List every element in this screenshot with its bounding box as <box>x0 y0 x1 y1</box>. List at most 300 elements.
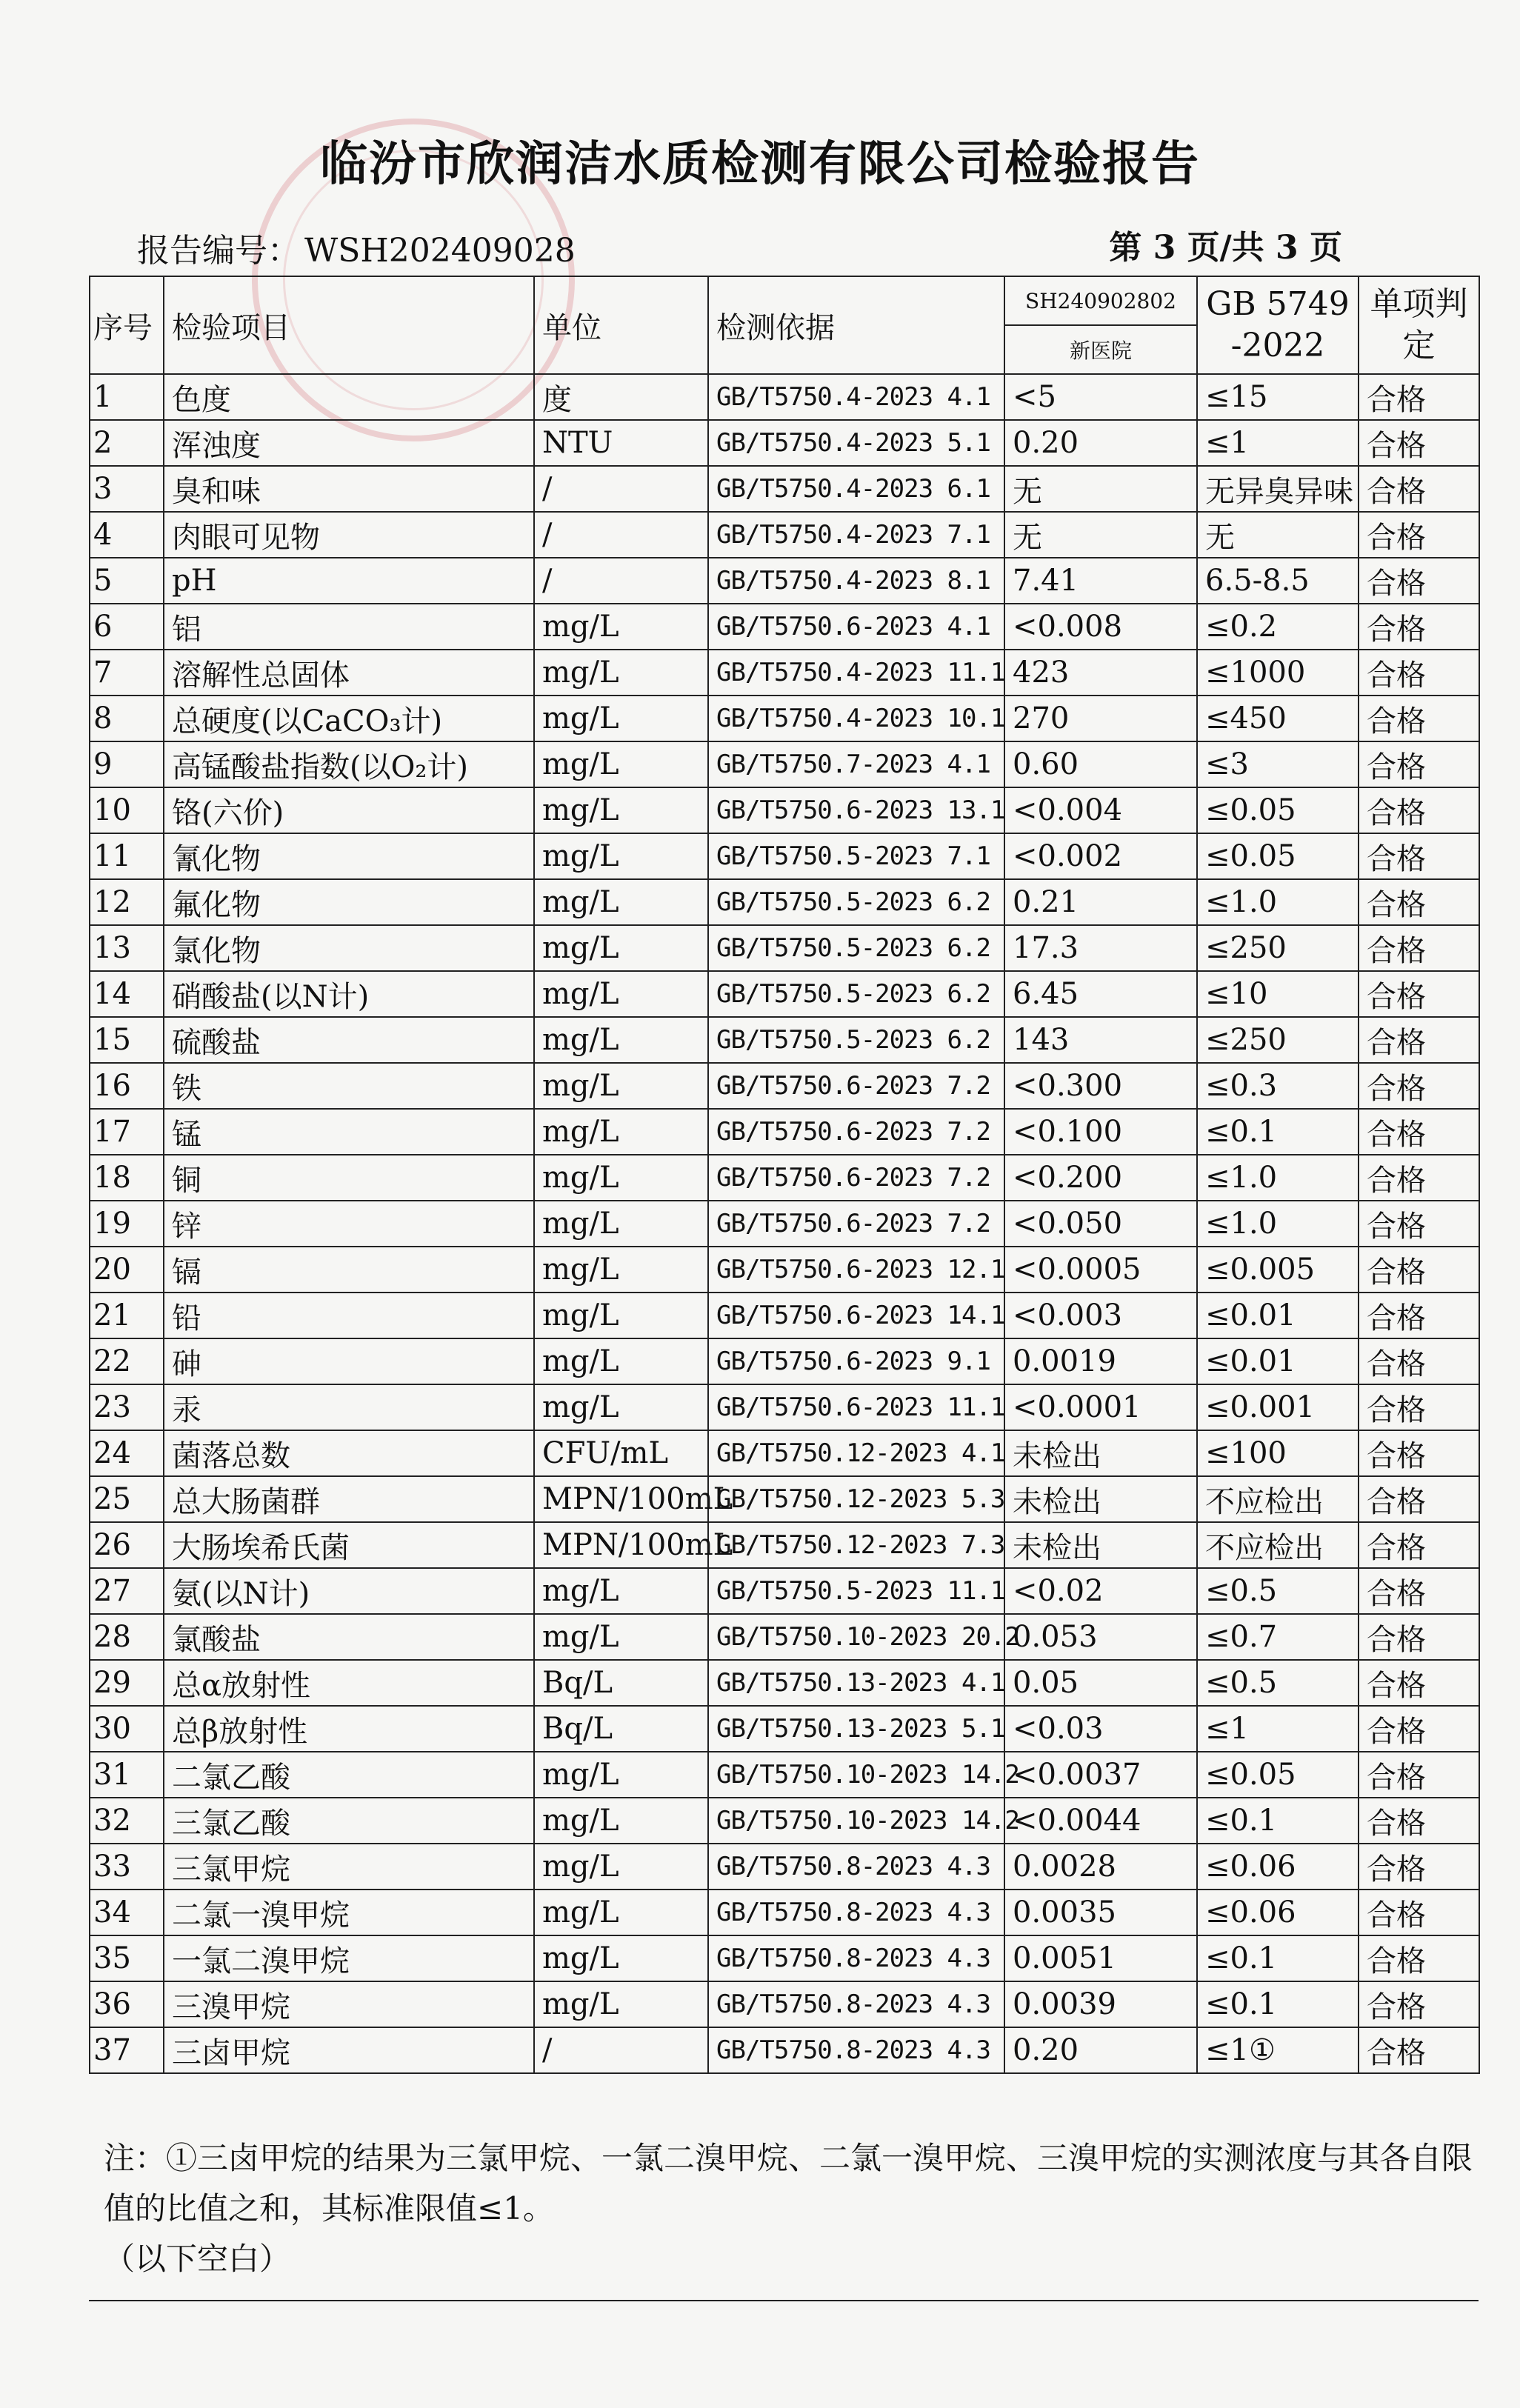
cell-basis: GB/T5750.6-2023 12.1 <box>708 1247 1004 1293</box>
cell-limit: ≤1.0 <box>1197 1155 1359 1201</box>
cell-unit: mg/L <box>534 1935 708 1981</box>
cell-result: 143 <box>1004 1017 1197 1063</box>
cell-basis: GB/T5750.7-2023 4.1 <box>708 741 1004 787</box>
page-indicator: 第 3 页/共 3 页 <box>1109 229 1342 267</box>
cell-result: <0.02 <box>1004 1568 1197 1614</box>
report-number-label: 报告编号： <box>137 232 300 270</box>
cell-limit: ≤1① <box>1197 2027 1359 2073</box>
cell-item: 肉眼可见物 <box>164 512 534 558</box>
cell-limit: ≤0.1 <box>1197 1981 1359 2027</box>
footnote-blank: （以下空白） <box>104 2241 291 2277</box>
cell-num: 18 <box>90 1155 164 1201</box>
cell-item: 总α放射性 <box>164 1660 534 1706</box>
header-sample-id: SH240902802 <box>1004 276 1197 325</box>
header-standard: GB 5749 -2022 <box>1197 276 1359 374</box>
cell-result: <0.0005 <box>1004 1247 1197 1293</box>
cell-result: <0.0037 <box>1004 1752 1197 1798</box>
table-row <box>90 1247 1479 1293</box>
cell-result: 423 <box>1004 650 1197 696</box>
cell-item: 铝 <box>164 604 534 650</box>
cell-basis: GB/T5750.8-2023 4.3 <box>708 1935 1004 1981</box>
cell-basis: GB/T5750.8-2023 4.3 <box>708 1890 1004 1935</box>
cell-item: 菌落总数 <box>164 1430 534 1476</box>
cell-item: 二氯乙酸 <box>164 1752 534 1798</box>
cell-num: 21 <box>90 1293 164 1338</box>
cell-verdict: 合格 <box>1359 1614 1479 1660</box>
cell-result: <0.0044 <box>1004 1798 1197 1844</box>
cell-unit: mg/L <box>534 1568 708 1614</box>
cell-result: 0.0028 <box>1004 1844 1197 1890</box>
cell-item: 总硬度(以CaCO₃计) <box>164 696 534 741</box>
cell-item: 大肠埃希氏菌 <box>164 1522 534 1568</box>
cell-verdict: 合格 <box>1359 1430 1479 1476</box>
cell-result: <0.03 <box>1004 1706 1197 1752</box>
cell-result: <0.002 <box>1004 833 1197 879</box>
table-row <box>90 1430 1479 1476</box>
cell-item: pH <box>164 558 534 604</box>
cell-item: 总β放射性 <box>164 1706 534 1752</box>
cell-basis: GB/T5750.12-2023 5.3 <box>708 1476 1004 1522</box>
cell-result: 未检出 <box>1004 1430 1197 1476</box>
cell-verdict: 合格 <box>1359 1981 1479 2027</box>
cell-basis: GB/T5750.8-2023 4.3 <box>708 1981 1004 2027</box>
cell-unit: mg/L <box>534 971 708 1017</box>
cell-limit: 无 <box>1197 512 1359 558</box>
table-row <box>90 604 1479 650</box>
cell-item: 铅 <box>164 1293 534 1338</box>
cell-limit: ≤0.005 <box>1197 1247 1359 1293</box>
table-row <box>90 971 1479 1017</box>
cell-verdict: 合格 <box>1359 1384 1479 1430</box>
cell-basis: GB/T5750.10-2023 20.2 <box>708 1614 1004 1660</box>
cell-result: 0.053 <box>1004 1614 1197 1660</box>
cell-item: 高锰酸盐指数(以O₂计) <box>164 741 534 787</box>
cell-result: 7.41 <box>1004 558 1197 604</box>
table-row <box>90 2027 1479 2073</box>
cell-result: <5 <box>1004 374 1197 420</box>
cell-num: 34 <box>90 1890 164 1935</box>
cell-result: <0.008 <box>1004 604 1197 650</box>
table-row <box>90 1384 1479 1430</box>
header-unit: 单位 <box>534 276 708 374</box>
table-row <box>90 1890 1479 1935</box>
cell-basis: GB/T5750.8-2023 4.3 <box>708 2027 1004 2073</box>
cell-basis: GB/T5750.5-2023 6.2 <box>708 1017 1004 1063</box>
cell-result: 0.20 <box>1004 420 1197 466</box>
cell-limit: ≤0.06 <box>1197 1890 1359 1935</box>
cell-num: 30 <box>90 1706 164 1752</box>
cell-limit: ≤1 <box>1197 420 1359 466</box>
cell-basis: GB/T5750.6-2023 11.1 <box>708 1384 1004 1430</box>
header-item: 检验项目 <box>164 276 534 374</box>
cell-item: 锌 <box>164 1201 534 1247</box>
cell-basis: GB/T5750.4-2023 10.1 <box>708 696 1004 741</box>
cell-result: <0.004 <box>1004 787 1197 833</box>
cell-basis: GB/T5750.6-2023 9.1 <box>708 1338 1004 1384</box>
cell-verdict: 合格 <box>1359 1063 1479 1109</box>
cell-basis: GB/T5750.13-2023 4.1 <box>708 1660 1004 1706</box>
table-row <box>90 420 1479 466</box>
table-row <box>90 1155 1479 1201</box>
table-row <box>90 1293 1479 1338</box>
cell-unit: mg/L <box>534 1338 708 1384</box>
cell-limit: ≤3 <box>1197 741 1359 787</box>
cell-num: 11 <box>90 833 164 879</box>
cell-unit: mg/L <box>534 1844 708 1890</box>
cell-num: 2 <box>90 420 164 466</box>
cell-verdict: 合格 <box>1359 1109 1479 1155</box>
cell-limit: ≤0.1 <box>1197 1798 1359 1844</box>
cell-num: 31 <box>90 1752 164 1798</box>
table-row <box>90 1568 1479 1614</box>
cell-num: 37 <box>90 2027 164 2073</box>
table-row <box>90 1017 1479 1063</box>
cell-item: 铜 <box>164 1155 534 1201</box>
table-row <box>90 512 1479 558</box>
cell-item: 浑浊度 <box>164 420 534 466</box>
cell-item: 三氯甲烷 <box>164 1844 534 1890</box>
cell-basis: GB/T5750.4-2023 11.1 <box>708 650 1004 696</box>
cell-verdict: 合格 <box>1359 1706 1479 1752</box>
results-table <box>89 276 1480 2074</box>
cell-result: 0.0039 <box>1004 1981 1197 2027</box>
cell-limit: ≤0.01 <box>1197 1293 1359 1338</box>
cell-unit: mg/L <box>534 1798 708 1844</box>
cell-unit: mg/L <box>534 1614 708 1660</box>
cell-num: 32 <box>90 1798 164 1844</box>
cell-item: 硫酸盐 <box>164 1017 534 1063</box>
cell-verdict: 合格 <box>1359 512 1479 558</box>
cell-verdict: 合格 <box>1359 2027 1479 2073</box>
cell-basis: GB/T5750.6-2023 14.1 <box>708 1293 1004 1338</box>
cell-limit: 不应检出 <box>1197 1522 1359 1568</box>
cell-result: <0.050 <box>1004 1201 1197 1247</box>
table-row <box>90 1981 1479 2027</box>
cell-limit: ≤0.7 <box>1197 1614 1359 1660</box>
cell-limit: 不应检出 <box>1197 1476 1359 1522</box>
cell-unit: Bq/L <box>534 1660 708 1706</box>
table-row <box>90 1935 1479 1981</box>
cell-verdict: 合格 <box>1359 558 1479 604</box>
cell-result: 270 <box>1004 696 1197 741</box>
cell-result: 0.0019 <box>1004 1338 1197 1384</box>
report-number-value: WSH202409028 <box>304 232 576 270</box>
table-row <box>90 1476 1479 1522</box>
cell-unit: mg/L <box>534 1063 708 1109</box>
cell-num: 7 <box>90 650 164 696</box>
cell-num: 6 <box>90 604 164 650</box>
cell-basis: GB/T5750.13-2023 5.1 <box>708 1706 1004 1752</box>
table-row <box>90 833 1479 879</box>
cell-limit: ≤250 <box>1197 925 1359 971</box>
cell-basis: GB/T5750.8-2023 4.3 <box>708 1844 1004 1890</box>
cell-result: 0.21 <box>1004 879 1197 925</box>
cell-limit: ≤1.0 <box>1197 879 1359 925</box>
cell-basis: GB/T5750.6-2023 7.2 <box>708 1201 1004 1247</box>
cell-num: 28 <box>90 1614 164 1660</box>
cell-basis: GB/T5750.6-2023 4.1 <box>708 604 1004 650</box>
cell-result: 0.20 <box>1004 2027 1197 2073</box>
cell-verdict: 合格 <box>1359 971 1479 1017</box>
cell-verdict: 合格 <box>1359 1476 1479 1522</box>
cell-limit: ≤1 <box>1197 1706 1359 1752</box>
cell-limit: ≤0.3 <box>1197 1063 1359 1109</box>
cell-result: 6.45 <box>1004 971 1197 1017</box>
cell-item: 总大肠菌群 <box>164 1476 534 1522</box>
cell-unit: mg/L <box>534 1890 708 1935</box>
cell-basis: GB/T5750.4-2023 4.1 <box>708 374 1004 420</box>
cell-verdict: 合格 <box>1359 1522 1479 1568</box>
cell-num: 1 <box>90 374 164 420</box>
cell-verdict: 合格 <box>1359 1752 1479 1798</box>
cell-result: <0.100 <box>1004 1109 1197 1155</box>
cell-limit: ≤0.5 <box>1197 1568 1359 1614</box>
cell-item: 氯化物 <box>164 925 534 971</box>
cell-unit: mg/L <box>534 741 708 787</box>
cell-limit: ≤100 <box>1197 1430 1359 1476</box>
cell-verdict: 合格 <box>1359 420 1479 466</box>
table-body <box>90 374 1479 2073</box>
cell-result: 无 <box>1004 512 1197 558</box>
cell-num: 16 <box>90 1063 164 1109</box>
cell-verdict: 合格 <box>1359 1247 1479 1293</box>
cell-verdict: 合格 <box>1359 1844 1479 1890</box>
cell-unit: mg/L <box>534 879 708 925</box>
cell-verdict: 合格 <box>1359 1660 1479 1706</box>
cell-item: 锰 <box>164 1109 534 1155</box>
table-row <box>90 1201 1479 1247</box>
cell-unit: Bq/L <box>534 1706 708 1752</box>
table-row <box>90 374 1479 420</box>
cell-item: 氰化物 <box>164 833 534 879</box>
cell-limit: ≤0.2 <box>1197 604 1359 650</box>
header-basis: 检测依据 <box>708 276 1004 374</box>
cell-unit: mg/L <box>534 1752 708 1798</box>
table-row <box>90 1798 1479 1844</box>
cell-limit: ≤1000 <box>1197 650 1359 696</box>
cell-limit: ≤0.1 <box>1197 1109 1359 1155</box>
table-row <box>90 879 1479 925</box>
cell-num: 14 <box>90 971 164 1017</box>
cell-unit: mg/L <box>534 1109 708 1155</box>
cell-basis: GB/T5750.5-2023 6.2 <box>708 879 1004 925</box>
cell-item: 臭和味 <box>164 466 534 512</box>
cell-item: 三卤甲烷 <box>164 2027 534 2073</box>
cell-basis: GB/T5750.10-2023 14.2 <box>708 1752 1004 1798</box>
cell-num: 5 <box>90 558 164 604</box>
cell-limit: ≤10 <box>1197 971 1359 1017</box>
table-row <box>90 466 1479 512</box>
cell-result: 0.60 <box>1004 741 1197 787</box>
cell-limit: ≤0.05 <box>1197 1752 1359 1798</box>
cell-verdict: 合格 <box>1359 466 1479 512</box>
cell-unit: mg/L <box>534 1155 708 1201</box>
cell-limit: ≤1.0 <box>1197 1201 1359 1247</box>
cell-unit: 度 <box>534 374 708 420</box>
cell-limit: ≤0.06 <box>1197 1844 1359 1890</box>
cell-item: 镉 <box>164 1247 534 1293</box>
cell-result: 0.0035 <box>1004 1890 1197 1935</box>
table-row <box>90 696 1479 741</box>
cell-limit: ≤0.5 <box>1197 1660 1359 1706</box>
cell-num: 27 <box>90 1568 164 1614</box>
table-row <box>90 1109 1479 1155</box>
cell-unit: / <box>534 466 708 512</box>
cell-limit: 无异臭异味 <box>1197 466 1359 512</box>
cell-verdict: 合格 <box>1359 1798 1479 1844</box>
footer-divider <box>89 2300 1479 2301</box>
table-row <box>90 925 1479 971</box>
cell-num: 35 <box>90 1935 164 1981</box>
cell-item: 溶解性总固体 <box>164 650 534 696</box>
cell-item: 二氯一溴甲烷 <box>164 1890 534 1935</box>
cell-basis: GB/T5750.4-2023 8.1 <box>708 558 1004 604</box>
cell-verdict: 合格 <box>1359 1017 1479 1063</box>
cell-item: 三氯乙酸 <box>164 1798 534 1844</box>
cell-limit: ≤0.1 <box>1197 1935 1359 1981</box>
cell-unit: NTU <box>534 420 708 466</box>
cell-verdict: 合格 <box>1359 741 1479 787</box>
cell-item: 一氯二溴甲烷 <box>164 1935 534 1981</box>
cell-unit: MPN/100mL <box>534 1476 708 1522</box>
header-num: 序号 <box>90 276 164 374</box>
cell-unit: / <box>534 558 708 604</box>
cell-basis: GB/T5750.5-2023 6.2 <box>708 925 1004 971</box>
cell-verdict: 合格 <box>1359 1568 1479 1614</box>
cell-unit: mg/L <box>534 650 708 696</box>
cell-verdict: 合格 <box>1359 1293 1479 1338</box>
cell-item: 色度 <box>164 374 534 420</box>
cell-unit: mg/L <box>534 1201 708 1247</box>
cell-num: 15 <box>90 1017 164 1063</box>
cell-unit: mg/L <box>534 833 708 879</box>
cell-basis: GB/T5750.4-2023 5.1 <box>708 420 1004 466</box>
cell-unit: mg/L <box>534 1247 708 1293</box>
cell-num: 29 <box>90 1660 164 1706</box>
table-row <box>90 1522 1479 1568</box>
cell-verdict: 合格 <box>1359 1935 1479 1981</box>
cell-result: <0.0001 <box>1004 1384 1197 1430</box>
cell-result: 无 <box>1004 466 1197 512</box>
cell-num: 13 <box>90 925 164 971</box>
cell-item: 汞 <box>164 1384 534 1430</box>
cell-num: 12 <box>90 879 164 925</box>
cell-result: <0.300 <box>1004 1063 1197 1109</box>
cell-verdict: 合格 <box>1359 1201 1479 1247</box>
cell-verdict: 合格 <box>1359 604 1479 650</box>
cell-num: 23 <box>90 1384 164 1430</box>
cell-unit: mg/L <box>534 787 708 833</box>
footnote <box>104 2133 1481 2284</box>
cell-result: 17.3 <box>1004 925 1197 971</box>
cell-basis: GB/T5750.6-2023 7.2 <box>708 1063 1004 1109</box>
cell-basis: GB/T5750.4-2023 6.1 <box>708 466 1004 512</box>
cell-num: 3 <box>90 466 164 512</box>
cell-num: 17 <box>90 1109 164 1155</box>
cell-unit: mg/L <box>534 696 708 741</box>
cell-item: 氟化物 <box>164 879 534 925</box>
cell-result: 0.0051 <box>1004 1935 1197 1981</box>
footnote-text: 注：①三卤甲烷的结果为三氯甲烷、一氯二溴甲烷、二氯一溴甲烷、三溴甲烷的实测浓度与其各自限值的比值之和，其标准限值≤1。 <box>104 2140 1473 2227</box>
cell-num: 24 <box>90 1430 164 1476</box>
cell-num: 25 <box>90 1476 164 1522</box>
cell-verdict: 合格 <box>1359 1155 1479 1201</box>
cell-item: 铁 <box>164 1063 534 1109</box>
cell-basis: GB/T5750.10-2023 14.2 <box>708 1798 1004 1844</box>
report-title: 临汾市欣润洁水质检测有限公司检验报告 <box>320 137 1200 192</box>
cell-basis: GB/T5750.5-2023 6.2 <box>708 971 1004 1017</box>
cell-verdict: 合格 <box>1359 696 1479 741</box>
cell-limit: ≤0.01 <box>1197 1338 1359 1384</box>
cell-unit: mg/L <box>534 1293 708 1338</box>
cell-basis: GB/T5750.12-2023 4.1 <box>708 1430 1004 1476</box>
table-row <box>90 1063 1479 1109</box>
cell-num: 4 <box>90 512 164 558</box>
cell-basis: GB/T5750.5-2023 7.1 <box>708 833 1004 879</box>
table-row <box>90 787 1479 833</box>
cell-result: 未检出 <box>1004 1522 1197 1568</box>
cell-limit: ≤0.05 <box>1197 787 1359 833</box>
cell-basis: GB/T5750.6-2023 7.2 <box>708 1109 1004 1155</box>
cell-num: 36 <box>90 1981 164 2027</box>
cell-result: <0.200 <box>1004 1155 1197 1201</box>
report-number <box>137 224 576 271</box>
cell-num: 19 <box>90 1201 164 1247</box>
cell-limit: ≤0.001 <box>1197 1384 1359 1430</box>
cell-unit: mg/L <box>534 1017 708 1063</box>
cell-unit: / <box>534 512 708 558</box>
cell-item: 铬(六价) <box>164 787 534 833</box>
cell-limit: ≤250 <box>1197 1017 1359 1063</box>
cell-num: 33 <box>90 1844 164 1890</box>
table-row <box>90 741 1479 787</box>
cell-basis: GB/T5750.12-2023 7.3 <box>708 1522 1004 1568</box>
cell-result: 未检出 <box>1004 1476 1197 1522</box>
cell-basis: GB/T5750.6-2023 7.2 <box>708 1155 1004 1201</box>
cell-unit: mg/L <box>534 925 708 971</box>
cell-verdict: 合格 <box>1359 1890 1479 1935</box>
cell-limit: ≤450 <box>1197 696 1359 741</box>
cell-unit: MPN/100mL <box>534 1522 708 1568</box>
cell-num: 26 <box>90 1522 164 1568</box>
cell-num: 9 <box>90 741 164 787</box>
cell-num: 20 <box>90 1247 164 1293</box>
cell-verdict: 合格 <box>1359 879 1479 925</box>
cell-num: 10 <box>90 787 164 833</box>
table-row <box>90 1338 1479 1384</box>
cell-result: <0.003 <box>1004 1293 1197 1338</box>
cell-unit: CFU/mL <box>534 1430 708 1476</box>
header-judgement: 单项判定 <box>1359 276 1479 374</box>
cell-verdict: 合格 <box>1359 787 1479 833</box>
cell-verdict: 合格 <box>1359 925 1479 971</box>
table-row <box>90 1706 1479 1752</box>
table-row <box>90 650 1479 696</box>
cell-verdict: 合格 <box>1359 1338 1479 1384</box>
table-header-row <box>90 276 1479 325</box>
cell-basis: GB/T5750.5-2023 11.1 <box>708 1568 1004 1614</box>
table-row <box>90 1752 1479 1798</box>
table-row <box>90 1660 1479 1706</box>
cell-unit: mg/L <box>534 1981 708 2027</box>
cell-verdict: 合格 <box>1359 833 1479 879</box>
cell-basis: GB/T5750.4-2023 7.1 <box>708 512 1004 558</box>
cell-limit: ≤0.05 <box>1197 833 1359 879</box>
cell-item: 砷 <box>164 1338 534 1384</box>
cell-unit: mg/L <box>534 1384 708 1430</box>
cell-unit: / <box>534 2027 708 2073</box>
table-row <box>90 1844 1479 1890</box>
